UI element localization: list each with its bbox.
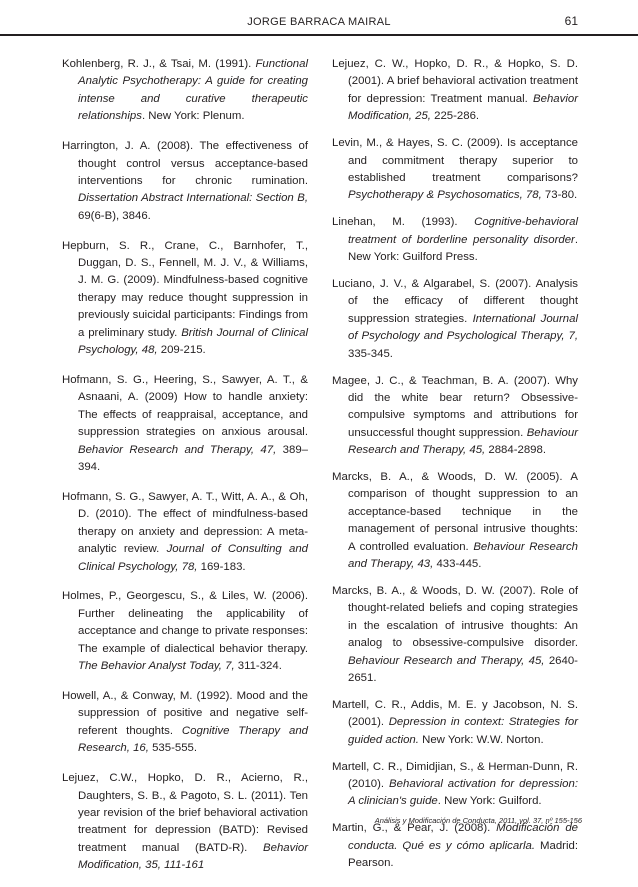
- header-rule: [0, 34, 638, 36]
- reference-entry: Hofmann, S. G., Heering, S., Sawyer, A. T., & Asnaani, A. (2009) How to handle anxiety: The effects of reappraisal, acceptance, and suppression strategies on anxious arousal. Behavior Research and Therapy, 47, 389–394.: [62, 374, 308, 474]
- reference-entry: Hofmann, S. G., Sawyer, A. T., Witt, A. A., & Oh, D. (2010). The effect of mindfulness-based therapy on anxiety and depression: A meta-analytic review. Journal of Consulting and Clinical Psychology, 78, 169-183.: [62, 490, 309, 573]
- reference-entry: Martell, C. R., Dimidjian, S., & Herman-Dunn, R. (2010). Behavioral activation for depression: A clinician's guide. New York: Guilford.: [332, 760, 578, 808]
- journal-citation-footer: Análisis y Modificación de Conducta, 2011, vol. 37, nº 155-156: [374, 816, 582, 825]
- reference-entry: Martell, C. R., Addis, M. E. y Jacobson, N. S. (2001). Depression in context: Strategies for guided action. New York: W.W. Norton.: [332, 698, 578, 746]
- reference-entry: Levin, M., & Hayes, S. C. (2009). Is acceptance and commitment therapy superior to established treatment comparisons? Psychotherapy & Psychosomatics, 78, 73-80.: [332, 137, 578, 202]
- running-title: JORGE BARRACA MAIRAL: [247, 16, 391, 28]
- reference-entry: Marcks, B. A., & Woods, D. W. (2005). A comparison of thought suppression to an acceptance-based technique in the management of personal intrusive thoughts: A controlled evaluation. Behaviour Research and Therapy, 43, 433-445.: [332, 471, 578, 571]
- reference-entry: Linehan, M. (1993). Cognitive-behavioral treatment of borderline personality disorder. New York: Guilford Press.: [332, 216, 578, 264]
- reference-entry: Kohlenberg, R. J., & Tsai, M. (1991). Functional Analytic Psychotherapy: A guide for creating intense and curative therapeutic relationships. New York: Plenum.: [62, 58, 308, 123]
- reference-entry: Hepburn, S. R., Crane, C., Barnhofer, T., Duggan, D. S., Fennell, M. J. V., & Williams, J. M. G. (2009). Mindfulness-based cognitive therapy may reduce thought suppression in previously suicidal participants: Findings from a preliminary study. British Journal of Clinical Psychology, 48, 209-215.: [62, 239, 309, 357]
- reference-entry: Lejuez, C.W., Hopko, D. R., Acierno, R., Daughters, S. B., & Pagoto, S. L. (2011). Ten year revision of the brief behavioral activation treatment for depression (BATD): Revised treatment manual (BATD-R). Behavior Modification, 35, 111-161: [62, 772, 308, 872]
- reference-entry: Marcks, B. A., & Woods, D. W. (2007). Role of thought-related beliefs and coping strategies in the escalation of intrusive thoughts: An analog to obsessive-compulsive disorder. Behaviour Research and Therapy, 45, 2640-2651.: [332, 584, 578, 684]
- references-column-left: [62, 56, 308, 887]
- running-header: [0, 12, 638, 42]
- references-column-right: [332, 56, 578, 882]
- reference-entry: Harrington, J. A. (2008). The effectiveness of thought control versus acceptance-based interventions for chronic rumination. Dissertation Abstract International: Section B, 69(6-B), 3846.: [62, 140, 308, 222]
- reference-entry: Lejuez, C. W., Hopko, D. R., & Hopko, S. D. (2001). A brief behavioral activation treatment for depression: Treatment manual. Behavior Modification, 25, 225-286.: [332, 58, 578, 123]
- reference-entry: Martin, G., & Pear, J. (2008). Modificación de conducta. Qué es y cómo aplicarla. Madrid: Pearson.: [332, 822, 578, 870]
- reference-entry: Howell, A., & Conway, M. (1992). Mood and the suppression of positive and negative self-referent thoughts. Cognitive Therapy and Research, 16, 535-555.: [62, 690, 308, 755]
- reference-entry: Holmes, P., Georgescu, S., & Liles, W. (2006). Further delineating the applicability of acceptance and change to private responses: The example of dialectical behavior therapy. The Behavior Analyst Today, 7, 311-324.: [62, 590, 308, 673]
- reference-entry: Magee, J. C., & Teachman, B. A. (2007). Why did the white bear return? Obsessive-compulsive symptoms and attributions for unsuccessful thought suppression. Behaviour Research and Therapy, 45, 2884-2898.: [332, 374, 578, 457]
- page-number: 61: [564, 14, 578, 28]
- reference-entry: Luciano, J. V., & Algarabel, S. (2007). Analysis of the efficacy of different thought suppression strategies. International Journal of Psychology and Psychological Therapy, 7, 335-345.: [332, 277, 578, 360]
